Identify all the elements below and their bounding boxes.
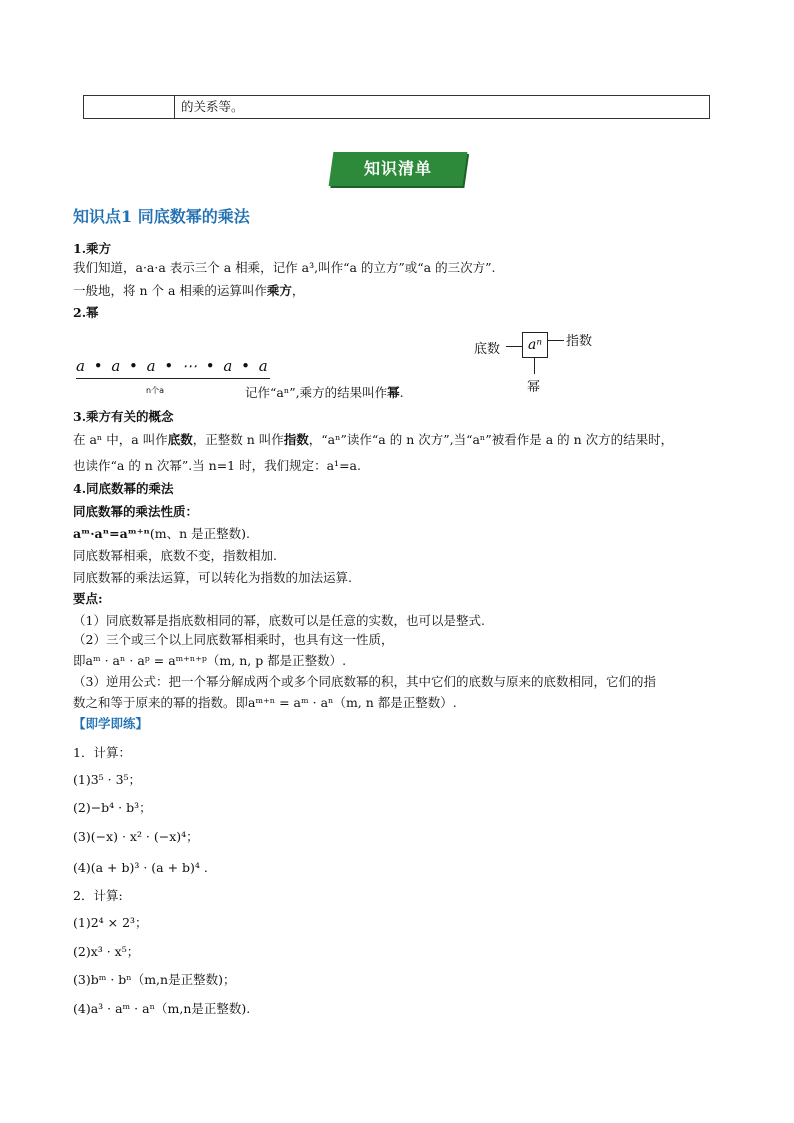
arrow-exp	[548, 340, 564, 341]
section-4-line-1: 同底数幂相乘，底数不变，指数相加.	[73, 548, 277, 563]
table-cell-text: 的关系等。	[181, 99, 244, 114]
question-2-1: (1)2⁴ × 2³；	[73, 915, 148, 930]
point-1: （1）同底数幂是指底数相同的幂，底数可以是任意的实数，也可以是整式.	[73, 613, 485, 628]
term-power-op: 乘方	[266, 283, 292, 298]
diagram-base-label: 底数	[474, 342, 501, 357]
point-3-line-2: 数之和等于原来的幂的指数。即aᵐ⁺ⁿ = aᵐ · aⁿ（m, n 都是正整数）.	[73, 695, 457, 710]
section-banner	[329, 152, 468, 186]
text: ，正整数 n 叫作	[192, 432, 284, 447]
practice-heading: 【即学即练】	[73, 716, 149, 731]
term-exponent: 指数	[283, 432, 309, 447]
diagram-power-label: 幂	[527, 380, 541, 395]
text: 一般地，将 n 个 a 相乘的运算叫作	[73, 283, 267, 298]
term-power: 幂	[387, 385, 400, 400]
section-4-line-2: 同底数幂的乘法运算，可以转化为指数的加法运算.	[73, 570, 352, 585]
question-1: 1．计算：	[73, 745, 131, 760]
question-2: 2．计算:	[73, 888, 123, 903]
section-3-line-1	[73, 431, 673, 449]
section-1-heading: 1.乘方	[73, 241, 112, 256]
table-cell-empty	[84, 96, 175, 118]
question-2-4: (4)a³ · aᵐ · aⁿ（m,n是正整数).	[73, 1001, 251, 1016]
text: 在 aⁿ 中，a 叫作	[73, 432, 168, 447]
top-table	[83, 95, 710, 119]
diagram-exp-label: 指数	[566, 334, 593, 349]
term-base: 底数	[167, 432, 193, 447]
arrow-base	[506, 346, 522, 347]
section-2-heading: 2.幂	[73, 305, 99, 320]
text: ，“aⁿ”读作“a 的 n 次方”,当“aⁿ”被看作是 a 的 n 次方的结果时，	[308, 432, 674, 447]
product-sequence: a • a • a • ⋯ • a • a	[76, 357, 270, 379]
banner-label: 知识清单	[363, 159, 432, 178]
text: 记作“aⁿ”,乘方的结果叫作	[245, 385, 388, 400]
section-1-line-1: 我们知道，a·a·a 表示三个 a 相乘，记作 a³,叫作“a 的立方”或“a 的三次方”.	[73, 260, 496, 275]
text: ，	[291, 283, 305, 298]
question-1-1: (1)3⁵ · 3⁵；	[73, 772, 142, 787]
sequence-brace-label: n个a	[146, 386, 164, 395]
point-2: （2）三个或三个以上同底数幂相乘时，也具有这一性质，	[73, 632, 394, 647]
question-1-3: (3)(−x) · x² · (−x)⁴；	[73, 829, 199, 844]
power-note	[245, 384, 404, 402]
question-2-3: (3)bᵐ · bⁿ（m,n是正整数)；	[73, 972, 236, 987]
formula-condition: (m、n 是正整数).	[149, 526, 251, 541]
knowledge-point-title: 知识点1 同底数幂的乘法	[73, 207, 250, 226]
section-3-heading: 3.乘方有关的概念	[73, 409, 174, 424]
diagram-symbol: aⁿ	[522, 332, 548, 358]
section-4-subheading: 同底数幂的乘法性质：	[73, 504, 199, 519]
section-4-heading: 4.同底数幂的乘法	[73, 481, 174, 496]
section-3-line-2: 也读作“a 的 n 次幂”.当 n=1 时，我们规定：a¹=a.	[73, 458, 361, 473]
section-4-formula	[73, 525, 250, 543]
arrow-power	[534, 358, 535, 374]
text: .	[399, 385, 404, 400]
section-1-line-2	[73, 282, 304, 300]
point-2-formula: 即aᵐ · aⁿ · aᵖ = aᵐ⁺ⁿ⁺ᵖ（m, n, p 都是正整数）.	[73, 653, 347, 668]
question-1-4: (4)(a + b)³ · (a + b)⁴ .	[73, 860, 208, 875]
question-2-2: (2)x³ · x⁵；	[73, 944, 140, 959]
question-1-2: (2)−b⁴ · b³；	[73, 800, 152, 815]
points-heading: 要点:	[73, 591, 103, 606]
formula-main: aᵐ·aⁿ=aᵐ⁺ⁿ	[73, 526, 150, 541]
point-3-line-1: （3）逆用公式：把一个幂分解成两个或多个同底数幂的积，其中它们的底数与原来的底数相同，它们的指	[73, 674, 656, 689]
power-diagram	[470, 328, 610, 398]
